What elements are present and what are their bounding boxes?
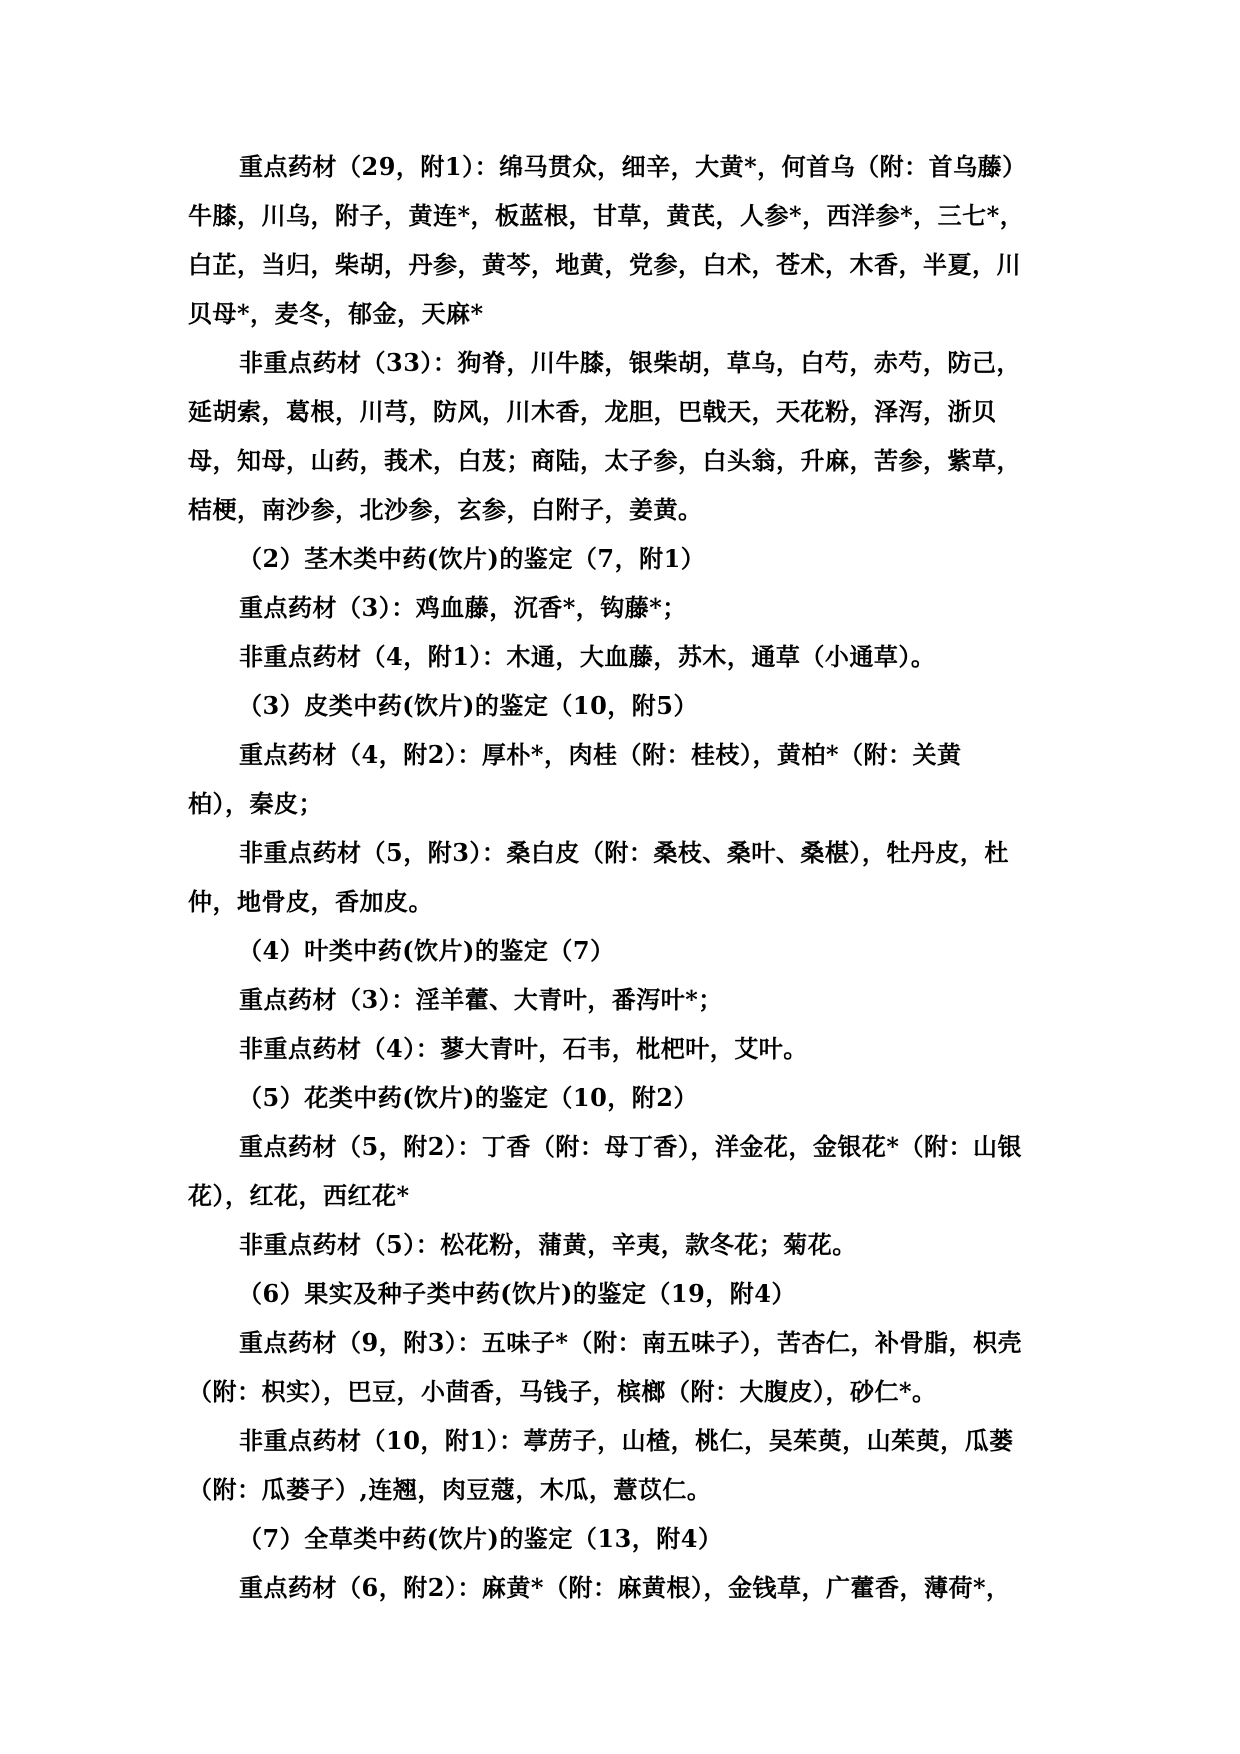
section-heading: （6）果实及种子类中药(饮片)的鉴定（19，附4） [238,1279,797,1308]
section-heading: （4）叶类中药(饮片)的鉴定（7） [238,936,615,965]
text-line: 花），红花，西红花* [188,1181,410,1210]
text-line: 重点药材（3）：淫羊藿、大青叶，番泻叶*； [239,985,723,1014]
text-line: 白芷，当归，柴胡，丹参，黄芩，地黄，党参，白术，苍术，木香，半夏，川 [188,250,1021,279]
text-line: （附：枳实），巴豆，小茴香，马钱子，槟榔（附：大腹皮），砂仁*。 [188,1377,937,1406]
text-line: 重点药材（4，附2）：厚朴*，肉桂（附：桂枝），黄柏*（附：关黄 [239,740,962,769]
text-line: 重点药材（3）：鸡血藤，沉香*，钩藤*； [239,593,687,622]
text-line: 非重点药材（10，附1）：葶苈子，山楂，桃仁，吴茱萸，山茱萸，瓜蒌 [239,1426,1014,1455]
section-heading: （2）茎木类中药(饮片)的鉴定（7，附1） [238,544,706,573]
text-line: 柏），秦皮； [188,789,323,818]
text-line: （附：瓜蒌子）,连翘，肉豆蔻，木瓜，薏苡仁。 [188,1475,712,1504]
text-line: 非重点药材（5，附3）：桑白皮（附：桑枝、桑叶、桑椹），牡丹皮，杜 [239,838,1009,867]
text-line: 桔梗，南沙参，北沙参，玄参，白附子，姜黄。 [188,495,703,524]
text-line: 重点药材（5，附2）：丁香（附：母丁香），洋金花，金银花*（附：山银 [239,1132,1022,1161]
text-line: 贝母*，麦冬，郁金，天麻* [188,299,484,328]
document-page [188,142,1088,1612]
text-line: 非重点药材（4，附1）：木通，大血藤，苏木，通草（小通草）。 [239,642,936,671]
section-heading: （3）皮类中药(饮片)的鉴定（10，附5） [238,691,699,720]
text-line: 非重点药材（5）：松花粉，蒲黄，辛夷，款冬花；菊花。 [239,1230,857,1259]
text-line: 重点药材（6，附2）：麻黄*（附：麻黄根），金钱草，广藿香，薄荷*， [239,1573,1011,1602]
text-line: 母，知母，山药，莪术，白芨；商陆，太子参，白头翁，升麻，苦参，紫草， [188,446,1021,475]
text-line: 非重点药材（33）：狗脊，川牛膝，银柴胡，草乌，白芍，赤芍，防己， [239,348,1021,377]
section-heading: （5）花类中药(饮片)的鉴定（10，附2） [238,1083,699,1112]
text-line: 延胡索，葛根，川芎，防风，川木香，龙胆，巴戟天，天花粉，泽泻，浙贝 [188,397,997,426]
section-heading: （7）全草类中药(饮片)的鉴定（13，附4） [238,1524,723,1553]
text-line: 重点药材（9，附3）：五味子*（附：南五味子），苦杏仁，补骨脂，枳壳 [239,1328,1022,1357]
text-line: 非重点药材（4）：蓼大青叶，石韦，枇杷叶，艾叶。 [239,1034,808,1063]
text-line: 仲，地骨皮，香加皮。 [188,887,433,916]
text-line: 牛膝，川乌，附子，黄连*，板蓝根，甘草，黄芪，人参*，西洋参*，三七*， [188,201,1025,230]
text-line: 重点药材（29，附1）：绵马贯众，细辛，大黄*，何首乌（附：首乌藤） [239,152,1027,181]
